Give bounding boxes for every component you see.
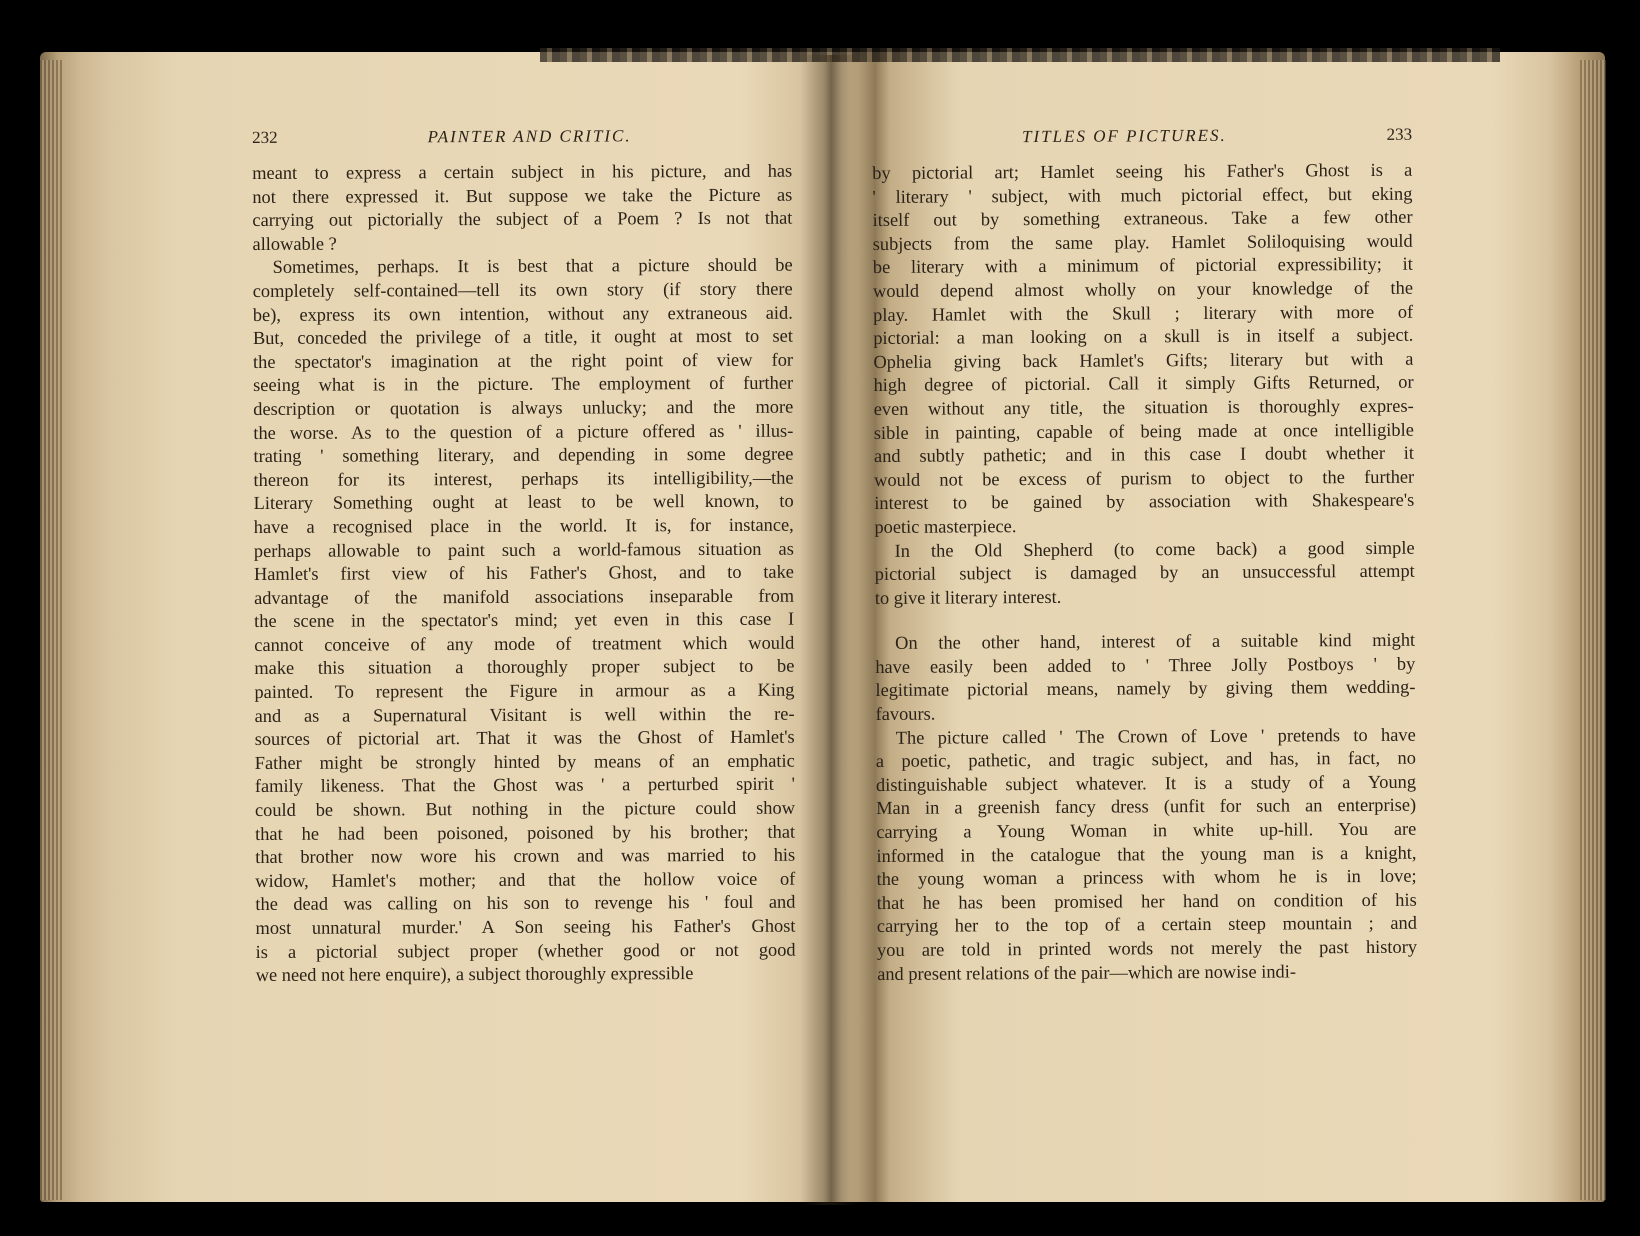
text-line: meant to express a certain subject in his picture, and has — [252, 160, 793, 183]
text-line: allowable ? — [252, 233, 337, 254]
book-spine — [800, 55, 860, 1205]
text-line: carrying her to the top of a certain steep mountain ; and — [876, 913, 1417, 937]
paragraph — [253, 254, 796, 988]
text-line: that he had been poisoned, poisoned by his brother; that — [255, 821, 796, 844]
text-line: thereon for its interest, perhaps its intelligibility,—the — [253, 467, 794, 490]
text-line: most unnatural murder.' A Son seeing his Father's Ghost — [255, 915, 796, 938]
text-line: even without any title, the situation is thoroughly expres- — [873, 395, 1414, 419]
text-line: On the other hand, interest of a suitable kind might — [895, 629, 1416, 654]
text-line: perhaps allowable to paint such a world-famous situation as — [253, 538, 794, 561]
text-line: description or quotation is always unlucky; and the more — [253, 396, 794, 419]
text-line: high degree of pictorial. Call it simply Gifts Returned, or — [873, 372, 1414, 396]
text-line: informed in the catalogue that the young man is a knight, — [876, 842, 1417, 866]
text-line: that brother now wore his crown and was married to his — [255, 844, 796, 868]
text-line: poetic masterpiece. — [874, 516, 1017, 537]
text-line: Ophelia giving back Hamlet's Gifts; literary but with a — [873, 348, 1414, 372]
text-line: seeing what is in the picture. The employment of further — [253, 372, 794, 396]
text-line: a poetic, pathetic, and tragic subject, and has, in fact, no — [875, 747, 1416, 772]
left-page — [252, 126, 796, 988]
text-line: In the Old Shepherd (to come back) a good simple — [894, 537, 1415, 561]
right-page-body — [872, 159, 1417, 986]
text-line: Man in a greenish fancy dress (unfit for such an enterprise) — [876, 795, 1417, 819]
text-line: But, conceded the privilege of a title, it ought at most to set — [252, 325, 793, 349]
text-line: make this situation a thoroughly proper subject to be — [254, 656, 795, 679]
text-line: painted. To represent the Figure in armour as a King — [254, 679, 795, 703]
text-line: cannot conceive of any mode of treatment which would — [254, 632, 795, 655]
right-page-number: 233 — [1386, 124, 1413, 144]
text-line: Literary Something ought at least to be well known, to — [253, 490, 794, 514]
text-line: could be shown. But nothing in the picture could show — [254, 797, 796, 821]
paragraph — [875, 629, 1416, 727]
text-line: you are told in printed words not merely the past history — [876, 936, 1418, 960]
text-line: advantage of the manifold associations inseparable from — [254, 585, 795, 608]
text-line: ' literary ' subject, with much pictorial effect, but eking — [872, 183, 1413, 207]
text-line: would not be excess of purism to object to the further — [874, 466, 1415, 490]
text-line: have easily been added to ' Three Jolly Postboys ' by — [875, 653, 1416, 677]
text-line: interest to be gained by association with Shakespeare's — [874, 490, 1415, 514]
right-running-title: TITLES OF PICTURES. — [1021, 125, 1227, 147]
text-line: The picture called ' The Crown of Love ' pretends to have — [895, 724, 1416, 748]
paragraph — [876, 723, 1418, 986]
text-line: pictorial: a man looking on a skull is in itself a subject. — [873, 324, 1414, 349]
paragraph — [252, 160, 792, 257]
text-line: the worse. As to the question of a picture offered as ' illus- — [253, 420, 794, 443]
text-line: carrying out pictorially the subject of a Poem ? Is not that — [252, 207, 793, 231]
text-line: not there expressed it. But suppose we take the Picture as — [252, 184, 793, 207]
text-line: subjects from the same play. Hamlet Soliloquising would — [872, 230, 1413, 254]
text-line: we need not here enquire), a subject thoroughly expressible — [255, 963, 694, 986]
text-line: itself out by something extraneous. Take a few other — [872, 206, 1413, 231]
text-line: the young woman a princess with whom he is in love; — [876, 865, 1417, 890]
left-page-body — [252, 160, 796, 988]
right-page — [872, 125, 1417, 986]
text-line: and as a Supernatural Visitant is well within the re- — [254, 703, 795, 726]
paragraph — [872, 159, 1414, 540]
right-running-head — [872, 125, 1412, 162]
text-line: sible in painting, capable of being made at once intelligible — [873, 419, 1414, 443]
text-line: trating ' something literary, and depending in some degree — [253, 443, 794, 467]
text-line: be literary with a minimum of pictorial expressibility; it — [872, 254, 1413, 278]
text-line: family likeness. That the Ghost was ' a perturbed spirit ' — [254, 774, 795, 797]
text-line: by pictorial art; Hamlet seeing his Father's Ghost is a — [872, 159, 1413, 183]
text-line: that he has been promised her hand on condition of his — [876, 889, 1417, 913]
text-line: the scene in the spectator's mind; yet even in this case I — [254, 608, 795, 632]
text-line: play. Hamlet with the Skull ; literary with more of — [873, 301, 1414, 325]
right-page-edges — [1580, 60, 1606, 1200]
text-line: and subtly pathetic; and in this case I doubt whether it — [873, 442, 1415, 467]
text-line: pictorial subject is damaged by an unsuccessful attempt — [874, 560, 1415, 585]
text-line: and present relations of the pair—which are nowise indi- — [877, 961, 1296, 984]
text-line: the spectator's imagination at the right point of view for — [252, 349, 794, 372]
text-line: would depend almost wholly on your knowledge of the — [872, 277, 1414, 301]
text-line: completely self-contained—tell its own story (if story there — [252, 278, 793, 301]
torn-top-edge — [540, 48, 1500, 62]
text-line: to give it literary interest. — [874, 586, 1062, 608]
text-line: the dead was calling on his son to revenge his ' foul and — [255, 892, 796, 915]
text-line: favours. — [875, 703, 936, 725]
text-line: legitimate pictorial means, namely by giving them wedding- — [875, 677, 1416, 701]
left-page-number: 232 — [252, 127, 278, 147]
text-line: distinguishable subject whatever. It is a study of a Young — [875, 771, 1417, 795]
left-page-edges — [40, 60, 62, 1200]
text-line: Sometimes, perhaps. It is best that a picture should be — [272, 255, 793, 278]
text-line: widow, Hamlet's mother; and that the hollow voice of — [255, 868, 796, 891]
text-line: Hamlet's first view of his Father's Ghost, and to take — [253, 561, 794, 585]
paragraph — [875, 536, 1415, 610]
left-running-title: PAINTER AND CRITIC. — [427, 126, 632, 147]
text-line: carrying a Young Woman in white up-hill. You are — [876, 818, 1417, 843]
text-line: is a pictorial subject proper (whether good or not good — [255, 939, 796, 962]
text-line: sources of pictorial art. That it was the Ghost of Hamlet's — [254, 726, 795, 750]
left-running-head — [252, 126, 792, 162]
text-line: have a recognised place in the world. It is, for instance, — [253, 514, 794, 537]
text-line: Father might be strongly hinted by means of an emphatic — [254, 750, 795, 773]
text-line: be), express its own intention, without any extraneous aid. — [252, 302, 793, 325]
